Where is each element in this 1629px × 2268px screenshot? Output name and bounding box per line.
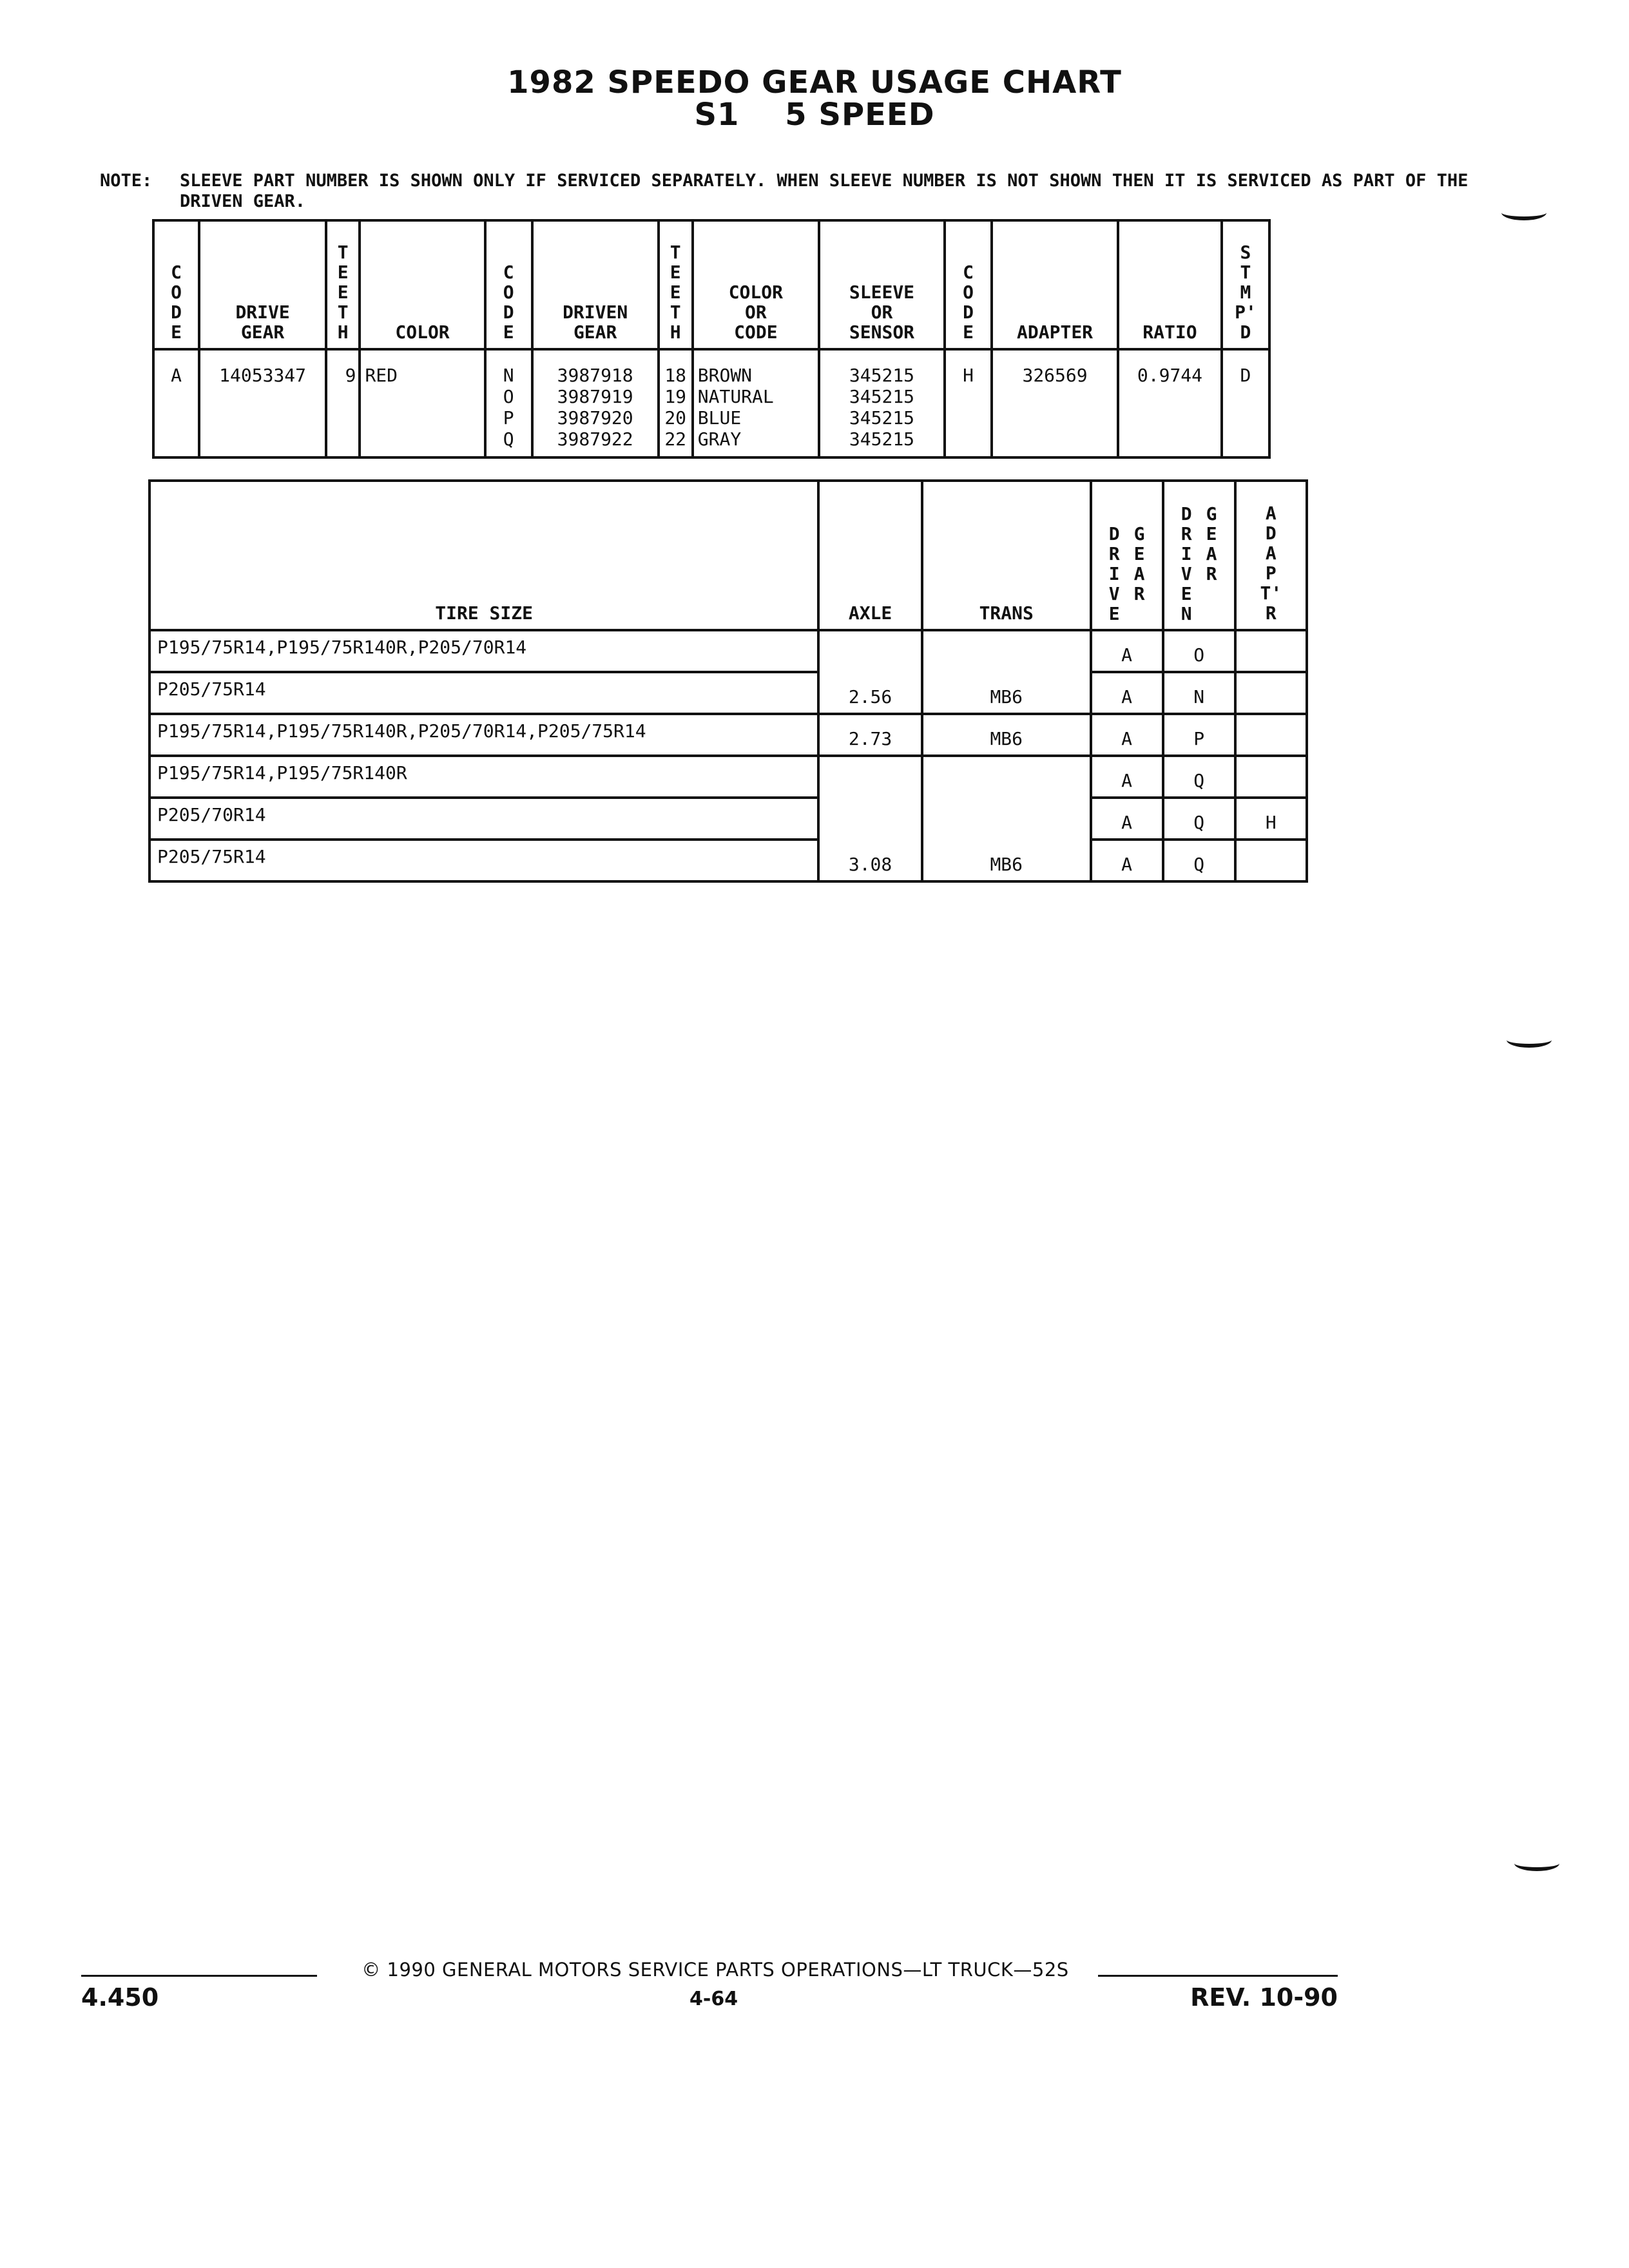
note-label: NOTE: — [100, 171, 153, 191]
header-sleeve-or-sensor: SLEEVE OR SENSOR — [849, 282, 915, 343]
cell-drive-gear: A — [1091, 672, 1163, 714]
cell-driven-gear: 3987918 3987919 3987920 3987922 — [532, 349, 659, 457]
cell-color: RED — [360, 349, 485, 457]
header-trans: TRANS — [922, 481, 1091, 630]
gear-table — [152, 219, 1271, 459]
cell-adapter — [1235, 630, 1307, 672]
page-subtitle: S1 5 SPEED — [694, 97, 935, 133]
header-driven-gear: DRIVEN GEAR — [563, 302, 628, 343]
cell-driven-gear: N — [1163, 672, 1235, 714]
gear-table-header-row — [153, 220, 1269, 349]
footer-page-code: 4.450 — [81, 1983, 159, 2012]
header-drive-gear: DRIVE GEAR — [235, 302, 290, 343]
header-color-or-code: COLOR OR CODE — [728, 282, 783, 343]
cell-driven-gear: O — [1163, 630, 1235, 672]
cell-teeth: 18 19 20 22 — [659, 349, 693, 457]
cell-axle — [818, 798, 922, 840]
cell-code: N O P Q — [485, 349, 532, 457]
cell-tire-size: P195/75R14,P195/75R140R,P205/70R14,P205/75R14 — [149, 714, 818, 756]
page-title: 1982 SPEEDO GEAR USAGE CHART — [507, 64, 1122, 101]
cell-sleeve-or-sensor: 345215 345215 345215 345215 — [819, 349, 945, 457]
cell-drive-gear: A — [1091, 630, 1163, 672]
cell-driven-gear: Q — [1163, 798, 1235, 840]
cell-drive-gear: A — [1091, 840, 1163, 881]
cell-trans: MB6 — [922, 840, 1091, 881]
header-axle: AXLE — [818, 481, 922, 630]
cell-trans — [922, 798, 1091, 840]
note-text: SLEEVE PART NUMBER IS SHOWN ONLY IF SERVICED SEPARATELY. WHEN SLEEVE NUMBER IS NOT SHOWN THEN IT IS SERVICED AS PART OF THE DRIVEN GEAR. — [180, 171, 1469, 211]
cell-tire-size: P195/75R14,P195/75R140R — [149, 756, 818, 798]
header-drive: D R I V E — [1108, 523, 1120, 624]
cell-axle: 2.73 — [818, 714, 922, 756]
cell-code: H — [945, 349, 992, 457]
table-row — [149, 798, 1307, 840]
header-code: C O D E — [503, 262, 514, 343]
header-code: C O D E — [963, 262, 974, 343]
cell-adapter — [1235, 672, 1307, 714]
table-row — [149, 756, 1307, 798]
cell-stmpd: D — [1222, 349, 1269, 457]
table-row — [149, 714, 1307, 756]
cell-axle — [818, 756, 922, 798]
table-row — [149, 630, 1307, 672]
header-adaptr: A D A P T' R — [1260, 503, 1282, 624]
cell-ratio: 0.9744 — [1118, 349, 1222, 457]
header-teeth: T E E T H — [670, 242, 681, 343]
cell-adapter: H — [1235, 798, 1307, 840]
cell-drive-gear: 14053347 — [199, 349, 326, 457]
header-teeth: T E E T H — [337, 242, 349, 343]
cell-adapter: 326569 — [992, 349, 1118, 457]
binder-mark — [1507, 1032, 1552, 1048]
gear-table-row — [153, 349, 1269, 457]
header-tire-size: TIRE SIZE — [149, 481, 818, 630]
cell-drive-gear: A — [1091, 798, 1163, 840]
cell-teeth: 9 — [326, 349, 360, 457]
header-gear: G E A R — [1133, 523, 1145, 604]
cell-tire-size: P205/75R14 — [149, 840, 818, 881]
header-driven: D R I V E N — [1181, 503, 1192, 624]
header-stmpd: S T M P' D — [1235, 242, 1257, 343]
cell-trans: MB6 — [922, 672, 1091, 714]
binder-mark — [1514, 1856, 1559, 1871]
cell-drive-gear: A — [1091, 756, 1163, 798]
cell-adapter — [1235, 714, 1307, 756]
cell-axle: 3.08 — [818, 840, 922, 881]
cell-trans — [922, 756, 1091, 798]
table-row — [149, 672, 1307, 714]
cell-axle — [818, 630, 922, 672]
header-code: C O D E — [171, 262, 182, 343]
cell-code: A — [153, 349, 199, 457]
table-row — [149, 840, 1307, 881]
cell-adapter — [1235, 840, 1307, 881]
tire-table — [148, 479, 1308, 883]
footer-revision: REV. 10-90 — [1190, 1983, 1338, 2012]
cell-trans: MB6 — [922, 714, 1091, 756]
cell-driven-gear: Q — [1163, 756, 1235, 798]
cell-axle: 2.56 — [818, 672, 922, 714]
cell-driven-gear: P — [1163, 714, 1235, 756]
binder-mark — [1501, 205, 1547, 220]
tire-table-header-row — [149, 481, 1307, 630]
header-gear: G E A R — [1206, 503, 1217, 584]
cell-drive-gear: A — [1091, 714, 1163, 756]
footer-rule-left — [81, 1975, 317, 1977]
cell-driven-gear: Q — [1163, 840, 1235, 881]
header-color: COLOR — [395, 322, 450, 343]
cell-adapter — [1235, 756, 1307, 798]
cell-trans — [922, 630, 1091, 672]
cell-tire-size: P195/75R14,P195/75R140R,P205/70R14 — [149, 630, 818, 672]
cell-tire-size: P205/75R14 — [149, 672, 818, 714]
footer-copyright: © 1990 GENERAL MOTORS SERVICE PARTS OPERATIONS—LT TRUCK—52S — [361, 1959, 1069, 1981]
footer-page-number: 4-64 — [689, 1988, 738, 2010]
cell-tire-size: P205/70R14 — [149, 798, 818, 840]
footer-rule-right — [1098, 1975, 1338, 1977]
header-adapter: ADAPTER — [1017, 322, 1094, 343]
header-ratio: RATIO — [1142, 322, 1197, 343]
cell-color-or-code: BROWN NATURAL BLUE GRAY — [693, 349, 819, 457]
